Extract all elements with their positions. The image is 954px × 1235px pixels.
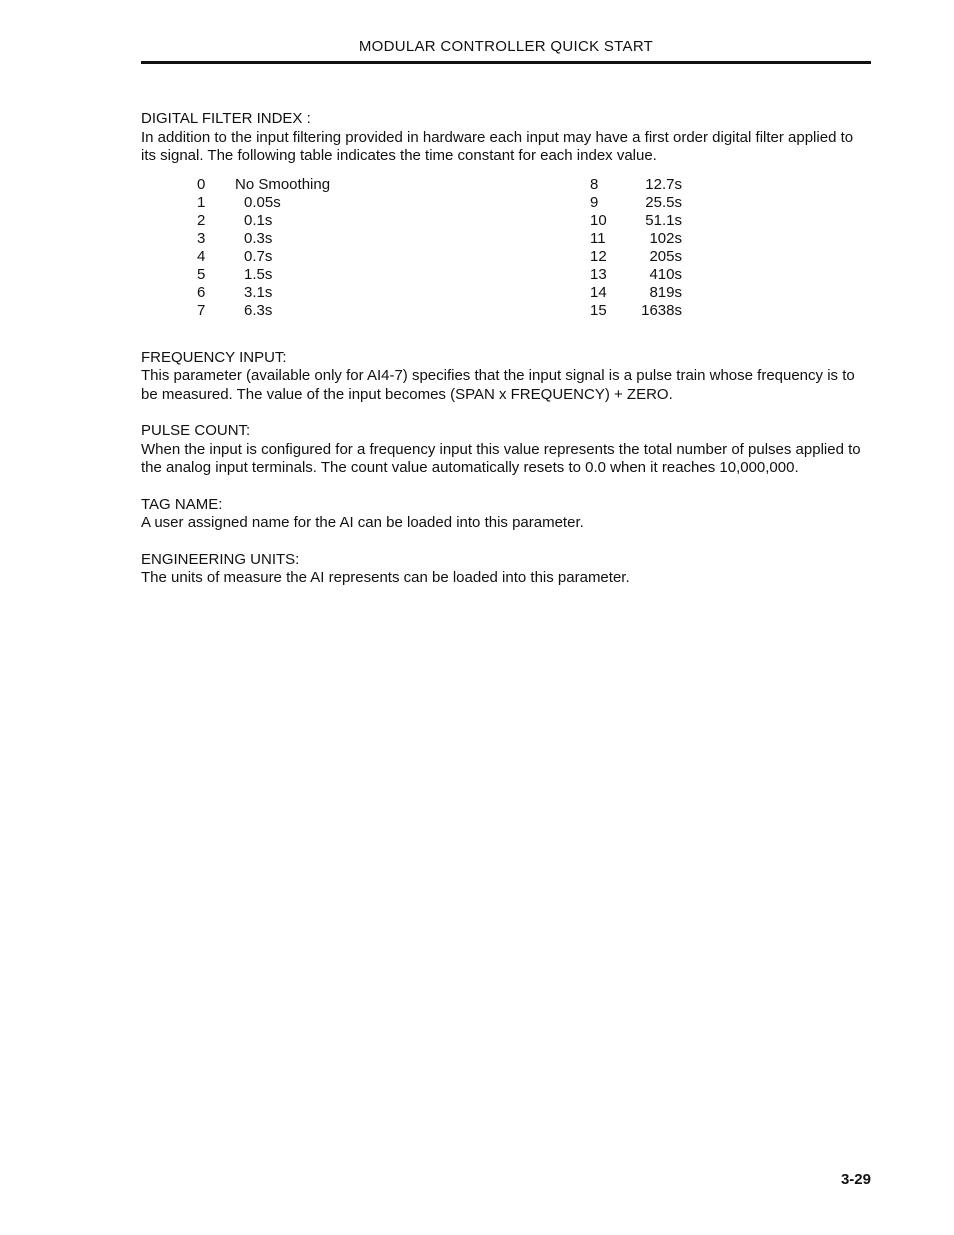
value-cell: 205s xyxy=(649,247,682,265)
index-cell: 0 xyxy=(197,175,206,193)
section-heading: PULSE COUNT: xyxy=(141,422,251,439)
value-cell: 410s xyxy=(649,265,682,283)
index-cell: 1 xyxy=(197,193,206,211)
index-cell: 11 xyxy=(590,229,606,247)
table-row xyxy=(590,266,690,284)
page-header-title: MODULAR CONTROLLER QUICK START xyxy=(358,38,654,55)
section-heading: ENGINEERING UNITS: xyxy=(141,550,300,568)
table-row xyxy=(590,284,690,302)
table-row xyxy=(197,248,397,266)
value-cell: 1.5s xyxy=(244,265,273,283)
value-cell: 102s xyxy=(649,229,682,247)
value-cell: 51.1s xyxy=(645,211,682,229)
table-row xyxy=(197,194,397,212)
table-row xyxy=(197,212,397,230)
table-row xyxy=(197,266,397,284)
index-cell: 6 xyxy=(197,283,206,301)
table-row xyxy=(197,302,397,320)
index-cell: 7 xyxy=(197,301,206,319)
index-cell: 12 xyxy=(590,247,607,265)
section-heading: FREQUENCY INPUT: xyxy=(141,348,287,366)
value-cell: 819s xyxy=(649,283,682,301)
table-row xyxy=(590,176,690,194)
section-heading: DIGITAL FILTER INDEX : xyxy=(141,110,311,127)
section-tag-name xyxy=(141,496,871,533)
table-row xyxy=(197,176,397,194)
index-cell: 10 xyxy=(590,211,607,229)
section-pulse-count xyxy=(141,422,871,478)
index-cell: 5 xyxy=(197,265,206,283)
value-cell: 0.7s xyxy=(244,247,273,265)
index-cell: 15 xyxy=(590,301,607,319)
value-cell: 3.1s xyxy=(244,283,273,301)
section-text: The units of measure the AI represents can be loaded into this parameter. xyxy=(141,569,630,586)
section-frequency-input xyxy=(141,349,871,405)
filter-table-left-column xyxy=(197,176,397,320)
section-digital-filter-index xyxy=(141,110,871,166)
table-row xyxy=(590,212,690,230)
index-cell: 2 xyxy=(197,211,206,229)
index-cell: 9 xyxy=(590,193,599,211)
value-cell: 0.3s xyxy=(244,229,273,247)
section-text: When the input is configured for a frequency input this value represents the total number of pulses applied to the analog input terminals. The count value automatically resets to 0.0 when it reaches 10,000,000. xyxy=(141,440,861,476)
table-row xyxy=(590,230,690,248)
index-cell: 4 xyxy=(197,247,206,265)
filter-table-right-column xyxy=(590,176,690,320)
section-heading: TAG NAME: xyxy=(141,495,223,513)
index-cell: 8 xyxy=(590,175,599,193)
page-number: 3-29 xyxy=(840,1171,871,1188)
index-cell: 3 xyxy=(197,229,206,247)
header-rule xyxy=(141,61,871,64)
table-row xyxy=(590,248,690,266)
table-row xyxy=(197,284,397,302)
section-text: This parameter (available only for AI4-7) specifies that the input signal is a pulse train whose frequency is to be measured. The value of the input becomes (SPAN x FREQUENCY) + ZERO. xyxy=(141,367,855,403)
table-row xyxy=(197,230,397,248)
value-cell: 6.3s xyxy=(244,301,273,319)
value-cell: 25.5s xyxy=(645,193,682,211)
value-cell: 0.1s xyxy=(244,211,273,229)
value-cell: 1638s xyxy=(641,301,682,319)
table-row xyxy=(590,194,690,212)
section-text: A user assigned name for the AI can be loaded into this parameter. xyxy=(141,514,584,531)
page-content xyxy=(141,110,871,606)
index-cell: 14 xyxy=(590,283,607,301)
value-cell: No Smoothing xyxy=(235,175,331,193)
table-row xyxy=(590,302,690,320)
value-cell: 12.7s xyxy=(645,175,682,193)
value-cell: 0.05s xyxy=(244,193,281,211)
section-text: In addition to the input filtering provided in hardware each input may have a first order digital filter applied to its signal. The following table indicates the time constant for each index value. xyxy=(141,128,854,164)
section-engineering-units xyxy=(141,551,871,588)
filter-index-table xyxy=(141,176,871,320)
index-cell: 13 xyxy=(590,265,607,283)
